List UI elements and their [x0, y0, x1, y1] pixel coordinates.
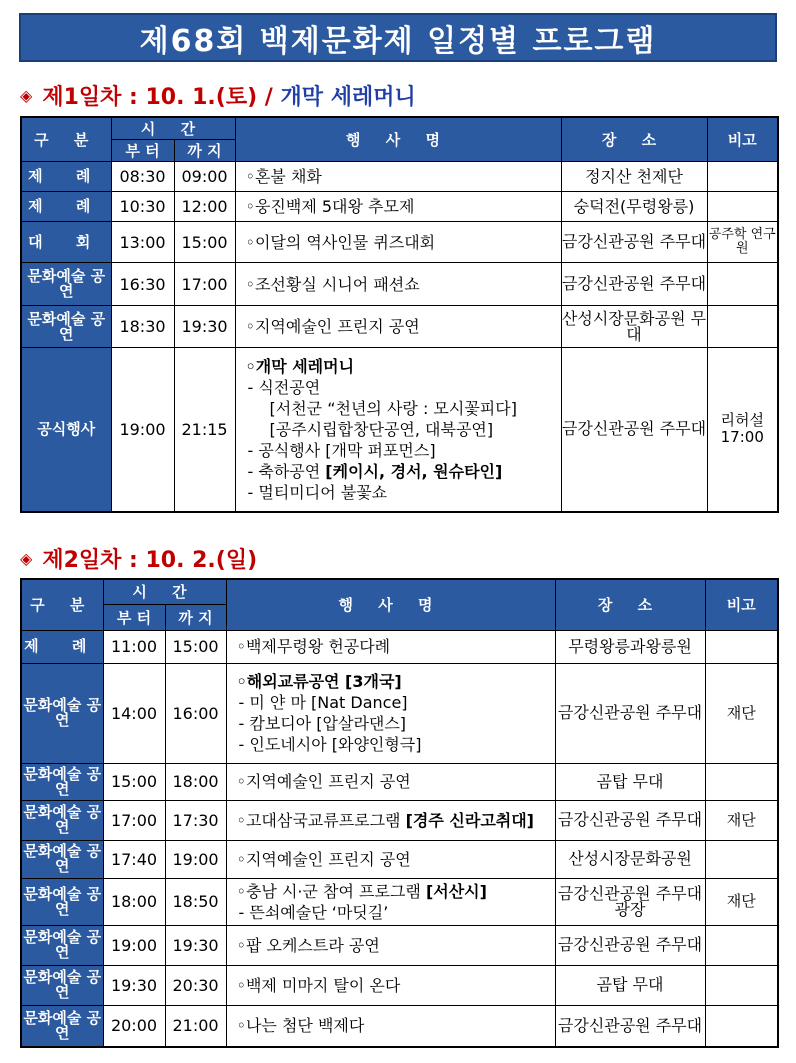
- row-event-line: - 뜬쇠예술단 ‘마딧길’: [238, 902, 389, 922]
- page-title-bar: [19, 13, 777, 62]
- row-note: [705, 925, 778, 965]
- row-category: 문화예술 공 연: [21, 925, 103, 965]
- row-note: [707, 263, 778, 306]
- row-category: 문화예술 공 연: [21, 663, 103, 763]
- row-from: 15:00: [103, 763, 165, 800]
- day2-heading: [20, 543, 257, 574]
- table-row: [21, 630, 778, 663]
- header-time: 시 간: [103, 579, 226, 604]
- row-place: 곰탑 무대: [555, 763, 705, 800]
- row-to: 21:15: [174, 348, 235, 512]
- page-title: 제68회 백제문화제 일정별 프로그램: [139, 23, 657, 59]
- row-note: 재단: [705, 663, 778, 763]
- row-category: 문화예술 공 연: [21, 263, 111, 306]
- row-to: 09:00: [174, 162, 235, 192]
- diamond-icon: ◈: [20, 549, 33, 568]
- row-from: 17:00: [103, 800, 165, 840]
- header-event: 행 사 명: [235, 117, 561, 162]
- row-from: 13:00: [111, 222, 174, 263]
- row-category: 공식행사: [21, 348, 111, 512]
- table-row: [21, 222, 778, 263]
- row-from: 18:30: [111, 306, 174, 348]
- row-from: 14:00: [103, 663, 165, 763]
- row-event: ◦백제 미마지 탈이 온다: [226, 965, 555, 1005]
- row-place: 금강신관공원 주무대: [555, 1005, 705, 1047]
- row-category: 문화예술 공 연: [21, 878, 103, 925]
- row-to: 15:00: [165, 630, 226, 663]
- exchange-heading: ◦해외교류공연 [3개국]: [236, 672, 402, 691]
- row-category: 문화예술 공 연: [21, 800, 103, 840]
- row-note: [705, 840, 778, 878]
- row-event: ◦나는 첨단 백제다: [226, 1005, 555, 1047]
- header-from: 부 터: [111, 140, 174, 162]
- ceremony-line-bold: [케이시, 경서, 원슈타인]: [325, 461, 503, 481]
- row-place: 숭덕전(무령왕릉): [561, 192, 707, 222]
- row-category: 문화예술 공 연: [21, 1005, 103, 1047]
- row-to: 19:00: [165, 840, 226, 878]
- row-from: 08:30: [111, 162, 174, 192]
- row-place: 무령왕릉과왕릉원: [555, 630, 705, 663]
- table-row: [21, 925, 778, 965]
- ceremony-line: [공주시립합창단공연, 대북공연]: [269, 419, 494, 439]
- row-event: ◦팝 오케스트라 공연: [226, 925, 555, 965]
- day1-highlight: 개막 세레머니: [280, 85, 416, 110]
- header-from: 부 터: [103, 604, 165, 630]
- header-to: 까 지: [174, 140, 235, 162]
- row-from: 11:00: [103, 630, 165, 663]
- row-to: 20:30: [165, 965, 226, 1005]
- exchange-line: - 미 얀 마 [Nat Dance]: [238, 693, 408, 712]
- row-event: [226, 663, 555, 763]
- row-category: 문화예술 공 연: [21, 965, 103, 1005]
- ceremony-line: - 공식행사 [개막 퍼포먼스]: [247, 440, 436, 460]
- exchange-line: - 캄보디아 [압살라댄스]: [238, 714, 407, 733]
- row-event-bold: [서산시]: [425, 881, 487, 901]
- row-from: 19:00: [103, 925, 165, 965]
- row-to: 21:00: [165, 1005, 226, 1047]
- row-place: 금강신관공원 주무대: [555, 663, 705, 763]
- table-row: [21, 840, 778, 878]
- row-note: [705, 1005, 778, 1047]
- row-note: 재단: [705, 800, 778, 840]
- row-note: 재단: [705, 878, 778, 925]
- table-row: [21, 1005, 778, 1047]
- row-event: [226, 800, 555, 840]
- row-event: ◦혼불 채화: [235, 162, 561, 192]
- row-event: ◦백제무령왕 헌공다례: [226, 630, 555, 663]
- header-category: 구 분: [21, 117, 111, 162]
- row-to: 12:00: [174, 192, 235, 222]
- row-note: 리허설 17:00: [707, 348, 778, 512]
- row-from: 18:00: [103, 878, 165, 925]
- row-place: 금강신관공원 주무대: [561, 222, 707, 263]
- table-row: [21, 763, 778, 800]
- header-event: 행 사 명: [226, 579, 555, 630]
- row-to: 17:00: [174, 263, 235, 306]
- row-category: 문화예술 공 연: [21, 763, 103, 800]
- row-note: [705, 630, 778, 663]
- row-from: 16:30: [111, 263, 174, 306]
- table-row: [21, 192, 778, 222]
- header-note: 비고: [705, 579, 778, 630]
- row-place: 금강신관공원 주무대: [555, 800, 705, 840]
- ceremony-line: - 식전공연: [247, 377, 321, 397]
- row-place: 정지산 천제단: [561, 162, 707, 192]
- row-note: [707, 306, 778, 348]
- table-row: [21, 965, 778, 1005]
- header-time: 시 간: [111, 117, 235, 140]
- row-category: 제 례: [21, 630, 103, 663]
- row-event: ◦이달의 역사인물 퀴즈대회: [235, 222, 561, 263]
- header-place: 장 소: [555, 579, 705, 630]
- table-row: [21, 162, 778, 192]
- day1-label: 제1일차 : 10. 1.(토) /: [42, 85, 273, 110]
- row-event: ◦지역예술인 프린지 공연: [226, 763, 555, 800]
- row-to: 18:50: [165, 878, 226, 925]
- row-event: [235, 348, 561, 512]
- row-event: ◦지역예술인 프린지 공연: [235, 306, 561, 348]
- row-place: 금강신관공원 주무대: [555, 925, 705, 965]
- row-event: ◦웅진백제 5대왕 추모제: [235, 192, 561, 222]
- row-to: 19:30: [174, 306, 235, 348]
- row-from: 20:00: [103, 1005, 165, 1047]
- row-note: [707, 162, 778, 192]
- table-row: [21, 800, 778, 840]
- row-place: 산성시장문화공원 무대: [561, 306, 707, 348]
- ceremony-line: - 멀티미디어 불꽃쇼: [247, 482, 388, 502]
- exchange-line: - 인도네시아 [와양인형극]: [238, 735, 422, 754]
- row-event: ◦지역예술인 프린지 공연: [226, 840, 555, 878]
- ceremony-line: [서천군 “천년의 사랑 : 모시꽃피다]: [269, 398, 517, 418]
- row-place: 금강신관공원 주무대: [561, 348, 707, 512]
- row-to: 16:00: [165, 663, 226, 763]
- day2-table: [20, 578, 779, 1048]
- row-category: 문화예술 공 연: [21, 840, 103, 878]
- row-note: [705, 965, 778, 1005]
- table-row: [21, 263, 778, 306]
- row-place: 금강신관공원 주무대 광장: [555, 878, 705, 925]
- header-category: 구 분: [21, 579, 103, 630]
- row-place: 산성시장문화공원: [555, 840, 705, 878]
- row-event: [226, 878, 555, 925]
- row-to: 15:00: [174, 222, 235, 263]
- ceremony-line: [246, 461, 561, 482]
- row-category: 문화예술 공 연: [21, 306, 111, 348]
- row-category: 대 회: [21, 222, 111, 263]
- row-place: 곰탑 무대: [555, 965, 705, 1005]
- ceremony-line-text: - 축하공연: [247, 461, 326, 481]
- day1-heading: [20, 80, 416, 111]
- header-to: 까 지: [165, 604, 226, 630]
- row-from: 10:30: [111, 192, 174, 222]
- row-note: [707, 192, 778, 222]
- header-place: 장 소: [561, 117, 707, 162]
- row-event-text: ◦충남 시·군 참여 프로그램: [236, 881, 426, 901]
- day2-label: 제2일차 : 10. 2.(일): [42, 548, 258, 573]
- row-note: 공주학 연구원: [707, 222, 778, 263]
- row-category: 제 례: [21, 192, 111, 222]
- table-row-exchange: [21, 663, 778, 763]
- row-event-bold: [경주 신라고취대]: [405, 810, 534, 830]
- row-to: 17:30: [165, 800, 226, 840]
- header-note: 비고: [707, 117, 778, 162]
- row-event-text: ◦고대삼국교류프로그램: [236, 810, 406, 830]
- table-row: [21, 306, 778, 348]
- table-row-ceremony: [21, 348, 778, 512]
- row-from: 17:40: [103, 840, 165, 878]
- row-from: 19:00: [111, 348, 174, 512]
- ceremony-heading: ◦개막 세레머니: [245, 356, 355, 376]
- row-from: 19:30: [103, 965, 165, 1005]
- row-place: 금강신관공원 주무대: [561, 263, 707, 306]
- row-to: 18:00: [165, 763, 226, 800]
- day1-table: [20, 116, 779, 513]
- row-category: 제 례: [21, 162, 111, 192]
- row-note: [705, 763, 778, 800]
- row-to: 19:30: [165, 925, 226, 965]
- row-event: ◦조선황실 시니어 패션쇼: [235, 263, 561, 306]
- table-row: [21, 878, 778, 925]
- diamond-icon: ◈: [20, 86, 33, 105]
